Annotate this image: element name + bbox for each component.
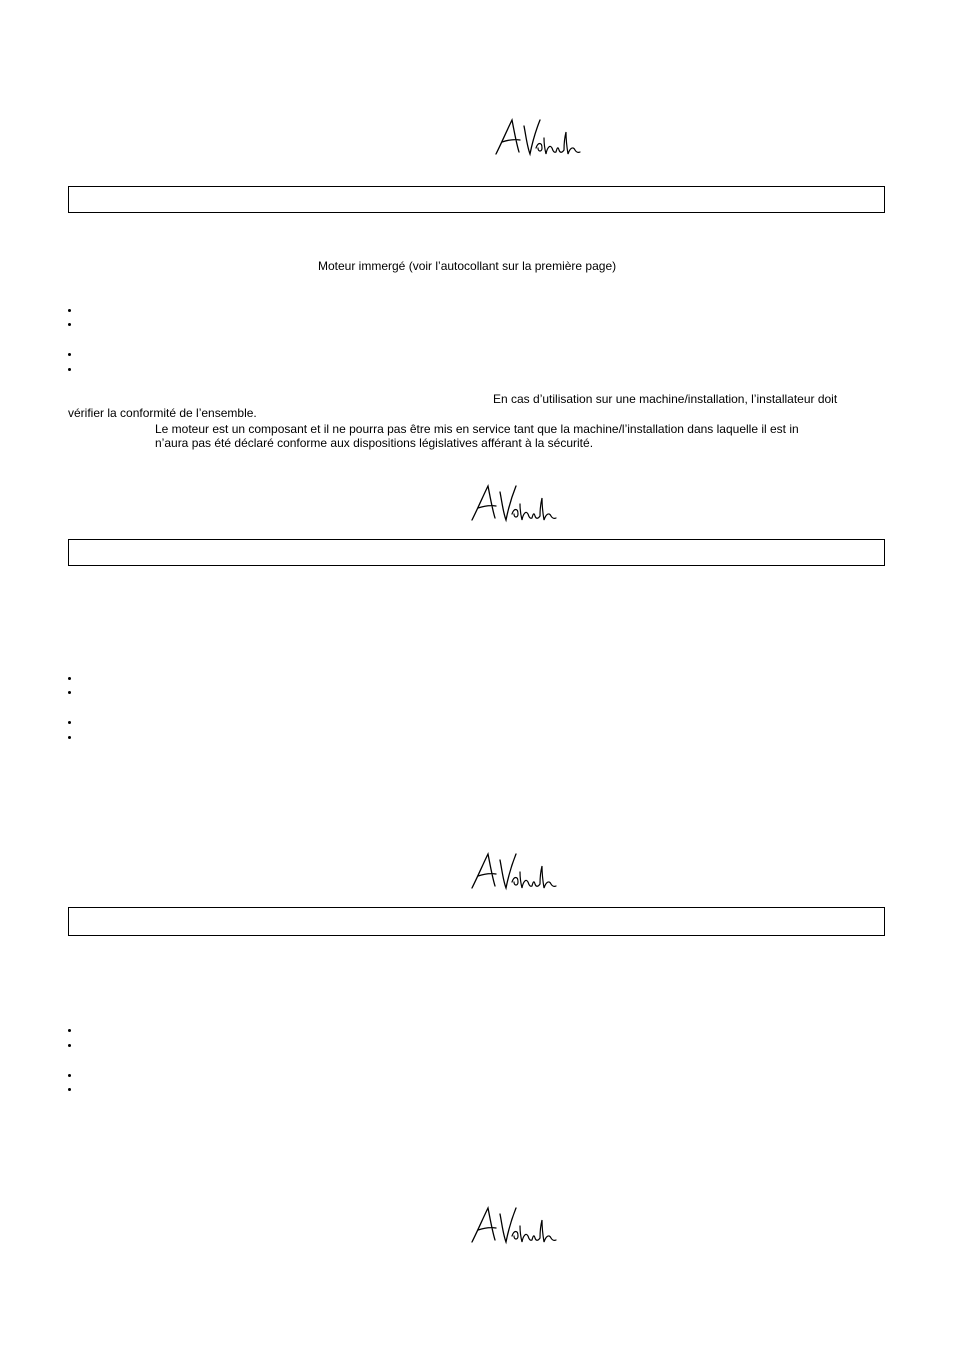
installer-notice-line1: En cas d’utilisation sur une machine/installation, l’installateur doit [493,392,838,406]
signature-icon [492,112,582,160]
signature-icon [468,1200,558,1248]
signature-image [492,112,582,160]
list-bullet [68,309,71,312]
list-bullet [68,721,71,724]
signature-image [468,1200,558,1248]
section-title-box [68,907,885,936]
list-bullet [68,1044,71,1047]
list-bullet [68,323,71,326]
signature-icon [468,478,558,526]
component-warning-line1: Le moteur est un composant et il ne pourra pas être mis en service tant que la machine/l’installation dans laquelle il est in [155,422,799,436]
product-description: Moteur immergé (voir l’autocollant sur la première page) [318,259,617,273]
component-warning-line2: n’aura pas été déclaré conforme aux dispositions législatives afférant à la sécurité. [155,436,594,450]
list-bullet [68,736,71,739]
list-bullet [68,1074,71,1077]
list-bullet [68,1088,71,1091]
signature-icon [468,846,558,894]
section-title-box [68,186,885,213]
installer-notice-line2: vérifier la conformité de l’ensemble. [68,406,257,420]
signature-image [468,846,558,894]
list-bullet [68,353,71,356]
list-bullet [68,368,71,371]
section-title-box [68,539,885,566]
signature-image [468,478,558,526]
list-bullet [68,1029,71,1032]
list-bullet [68,677,71,680]
list-bullet [68,691,71,694]
